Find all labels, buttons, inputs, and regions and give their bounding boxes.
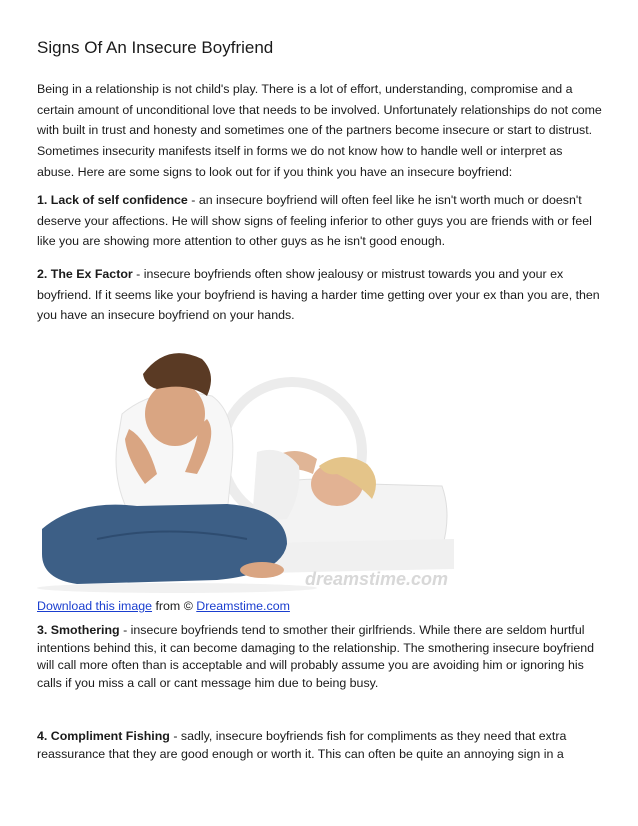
sign-paragraph-1 xyxy=(37,190,603,252)
image-credit xyxy=(37,598,290,614)
floor-shadow xyxy=(37,583,317,593)
credit-text: from © xyxy=(152,599,197,613)
download-image-link[interactable]: Download this image xyxy=(37,599,153,613)
page-title: Signs Of An Insecure Boyfriend xyxy=(37,38,274,57)
photo-illustration xyxy=(37,334,454,594)
sign-paragraph-2 xyxy=(37,264,603,326)
sign-text-4: - sadly, insecure boyfriends fish for compliments as they need that extra reassurance that they are good enough or worth it. This can often be quite an annoying sign in a xyxy=(37,729,567,761)
dreamstime-link[interactable]: Dreamstime.com xyxy=(196,599,290,613)
man-foot xyxy=(240,562,284,578)
intro-paragraph: Being in a relationship is not child's play. There is a lot of effort, understanding, compromise and a certain amount of unconditional love that needs to be involved. Unfortunately relationships do not come with built in trust and honesty and sometimes one of the partners become insecure or start to distrust. Sometimes insecurity manifests itself in forms we do not know how to handle well or interpret as abuse. Here are some signs to look out for if you think you have an insecure boyfriend: xyxy=(37,82,602,179)
sign-paragraph-3 xyxy=(37,622,603,692)
sign-heading-2: 2. The Ex Factor xyxy=(37,267,133,281)
sign-text-1: - an insecure boyfriend will often feel like he isn't worth much or doesn't deserve your affections. He will show signs of feeling inferior to other guys you are friends with or feel like you are showing more attention to other guys as he isn't good enough. xyxy=(37,193,592,249)
sign-heading-1: 1. Lack of self confidence xyxy=(37,193,188,207)
sign-paragraph-4 xyxy=(37,728,603,763)
sign-heading-4: 4. Compliment Fishing xyxy=(37,729,170,743)
sign-heading-3: 3. Smothering xyxy=(37,623,120,637)
stock-photo xyxy=(37,334,454,594)
watermark-text: dreamstime.com xyxy=(305,569,449,589)
man-hands-face xyxy=(145,382,205,446)
sign-text-3: - insecure boyfriends tend to smother their girlfriends. While there are seldom hurtful intentions behind this, it can become damaging to the relationship. The smothering insecure boyfriend will call more often than is acceptable and will probably assume you are avoiding him or ignoring his calls if you miss a call or cant message him due to being busy. xyxy=(37,623,594,690)
sign-text-2: - insecure boyfriends often show jealousy or mistrust towards you and your ex boyfriend. If it seems like your boyfriend is having a harder time getting over your ex than you are, then you have an insecure boyfriend on your hands. xyxy=(37,267,600,323)
